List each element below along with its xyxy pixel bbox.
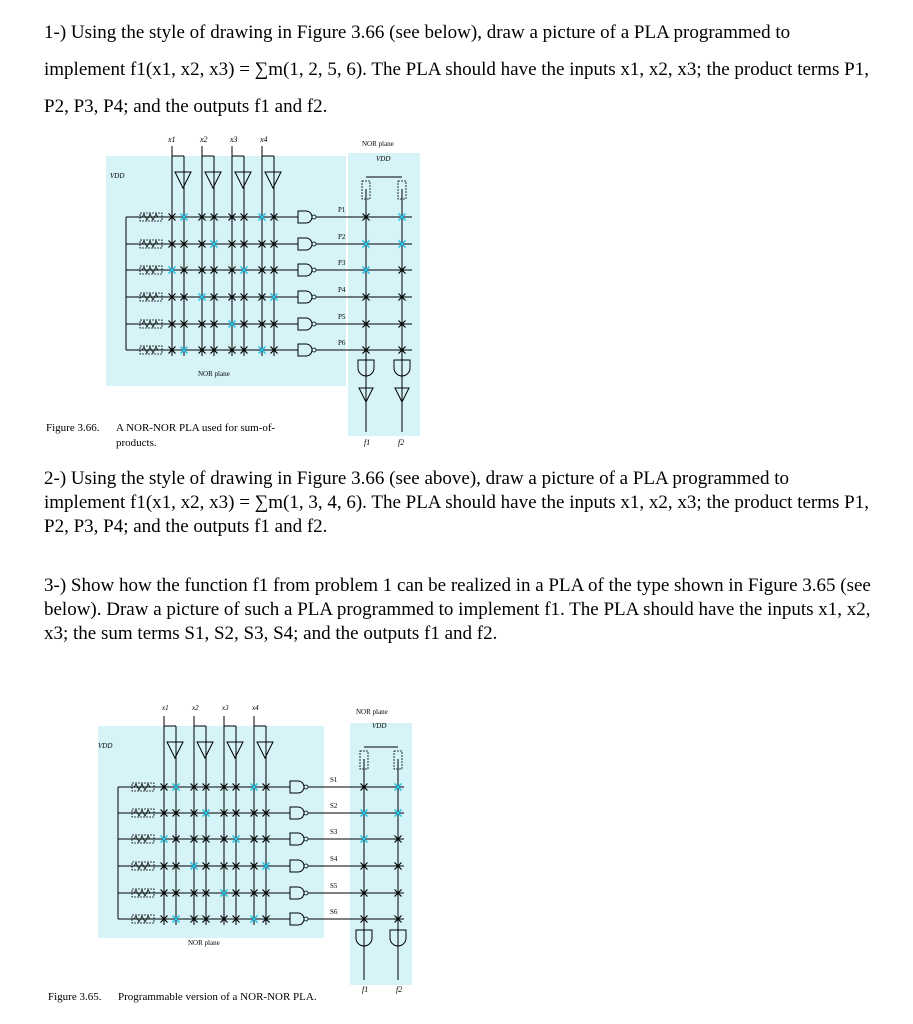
output-label-f2: f2 xyxy=(396,985,403,994)
term-label-1: S1 xyxy=(330,776,338,784)
input-label-x3: x3 xyxy=(230,135,238,144)
and-plane-panel xyxy=(106,156,346,386)
input-label-x3: x3 xyxy=(222,704,229,712)
figure-3-66 xyxy=(40,128,480,453)
question-2: 2-) Using the style of drawing in Figure 3.66 (see above), draw a picture of a PLA programmed to implement f1(x1, x2, x3) = ∑m(1, 3, 4, 6). The PLA should have the inputs x1, x2, x3; the product terms P1, P2, P3, P4; and the outputs f1 and f2. xyxy=(44,468,869,537)
input-label-x1: x1 xyxy=(168,135,176,144)
input-label-x2: x2 xyxy=(200,135,208,144)
input-label-x4: x4 xyxy=(252,704,259,712)
caption-number: Figure 3.65. xyxy=(48,991,102,1003)
vdd-top-label: VDD xyxy=(372,722,387,730)
output-label-f1: f1 xyxy=(362,985,369,994)
vdd-left-label: VDD xyxy=(110,172,125,180)
pla-diagram-1 xyxy=(40,128,480,453)
caption-number: Figure 3.66. xyxy=(46,422,100,434)
term-label-6: P6 xyxy=(338,339,346,347)
term-label-2: S2 xyxy=(330,802,338,810)
or-plane-panel xyxy=(350,723,412,985)
term-label-5: P5 xyxy=(338,313,346,321)
term-label-4: S4 xyxy=(330,855,338,863)
term-label-2: P2 xyxy=(338,233,346,241)
and-plane-panel xyxy=(98,726,324,938)
pla-diagram-2 xyxy=(40,698,480,1008)
term-label-3: P3 xyxy=(338,259,346,267)
nor-plane-bottom-label: NOR plane xyxy=(198,370,230,378)
term-label-1: P1 xyxy=(338,206,346,214)
question-3: 3-) Show how the function f1 from problem 1 can be realized in a PLA of the type shown in Figure 3.65 (see below). Draw a picture of such a PLA programmed to implement f1. The PLA should have the inputs x1, x2, x3; the sum terms S1, S2, S3, S4; and the outputs f1 and f2. xyxy=(44,575,871,644)
question-1: 1-) Using the style of drawing in Figure 3.66 (see below), draw a picture of a PLA programmed to implement f1(x1, x2, x3) = ∑m(1, 2, 5, 6). The PLA should have the inputs x1, x2, x3; the product terms P1, P2, P3, P4; and the outputs f1 and f2. xyxy=(44,22,869,117)
term-label-3: S3 xyxy=(330,828,338,836)
input-label-x2: x2 xyxy=(192,704,199,712)
caption-text-line-1: A NOR-NOR PLA used for sum-of- xyxy=(116,422,276,434)
nor-plane-top-label: NOR plane xyxy=(356,708,388,716)
output-label-f1: f1 xyxy=(364,438,371,447)
vdd-top-label: VDD xyxy=(376,155,391,163)
term-label-5: S5 xyxy=(330,882,338,890)
caption-text: Programmable version of a NOR-NOR PLA. xyxy=(118,991,317,1003)
term-label-4: P4 xyxy=(338,286,346,294)
input-label-x4: x4 xyxy=(260,135,268,144)
figure-3-65 xyxy=(40,698,480,1008)
output-label-f2: f2 xyxy=(398,438,405,447)
input-label-x1: x1 xyxy=(162,704,169,712)
or-plane-panel xyxy=(348,153,420,436)
vdd-left-label: VDD xyxy=(98,742,113,750)
nor-plane-bottom-label: NOR plane xyxy=(188,939,220,947)
nor-plane-top-label: NOR plane xyxy=(362,140,394,148)
term-label-6: S6 xyxy=(330,908,338,916)
caption-text-line-2: products. xyxy=(116,437,157,449)
